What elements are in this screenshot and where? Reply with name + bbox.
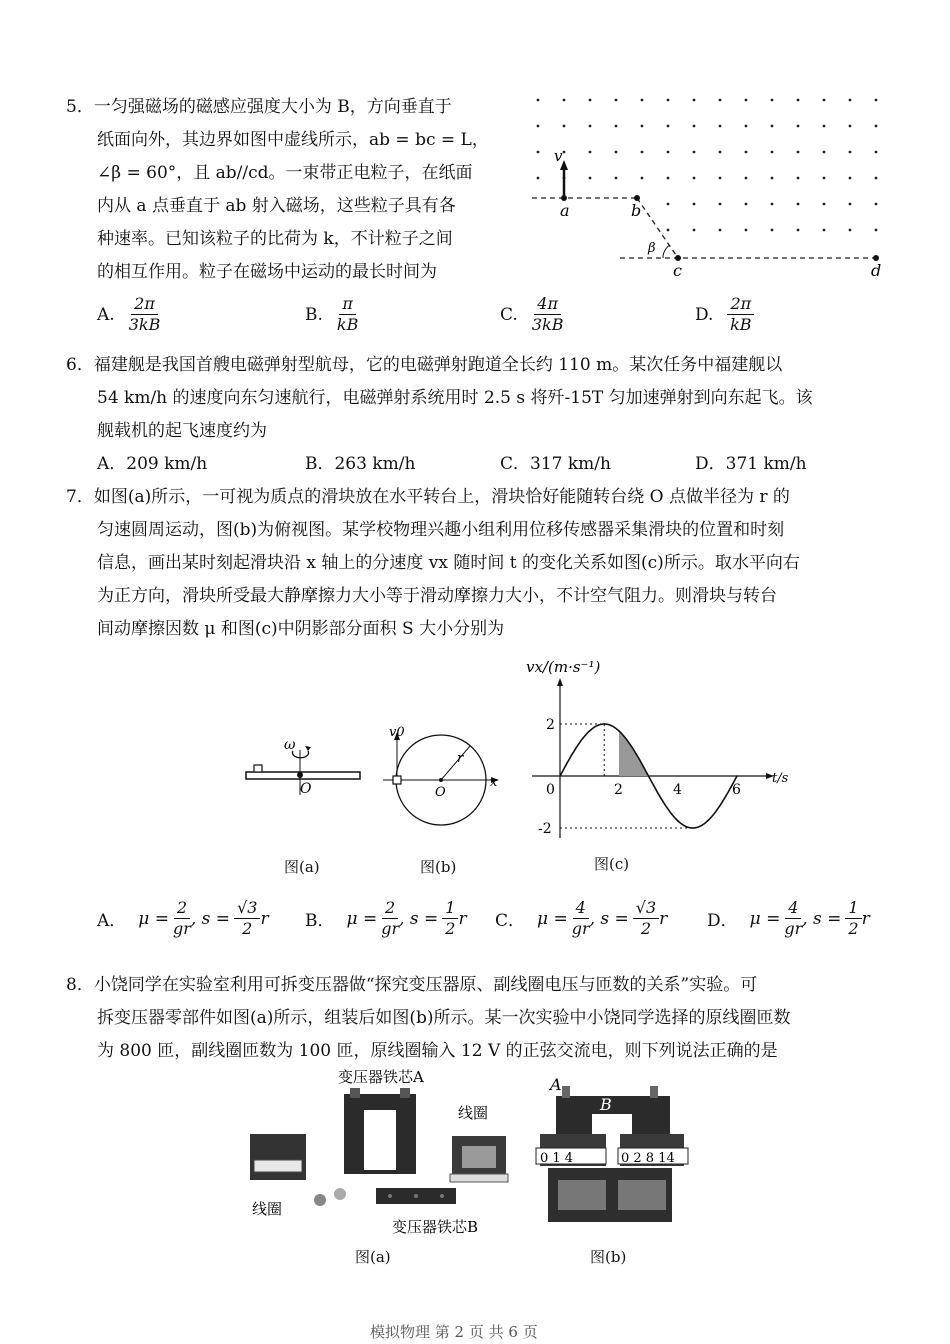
q7-figure-b <box>383 722 503 842</box>
field-dot <box>615 125 618 128</box>
chart-point <box>633 749 635 751</box>
label-o: O <box>300 781 312 797</box>
field-dot <box>537 151 540 154</box>
chart-ytick-label: -2 <box>538 821 552 837</box>
field-dot <box>589 99 592 102</box>
field-dot <box>719 177 722 180</box>
q5-line-4: 内从 a 点垂直于 ab 射入磁场，这些粒子具有各 <box>97 196 456 216</box>
chart-point <box>618 730 620 732</box>
field-dot <box>745 203 748 206</box>
q5-line-2: 纸面向外，其边界如图中虚线所示，ab = bc = L， <box>97 130 489 150</box>
field-dot <box>693 99 696 102</box>
field-dot <box>719 151 722 154</box>
field-dot <box>719 203 722 206</box>
field-dot <box>641 125 644 128</box>
q5-options <box>97 294 897 346</box>
field-dots <box>537 99 878 232</box>
field-dot <box>771 125 774 128</box>
chart-point <box>662 801 664 803</box>
field-dot <box>693 177 696 180</box>
field-dot <box>797 151 800 154</box>
field-dot <box>537 99 540 102</box>
chart-point <box>736 775 738 777</box>
q8-fig-a-caption: 图(a) <box>355 1248 391 1266</box>
chart-point <box>707 820 709 822</box>
q7-line-5: 间动摩擦因数 μ 和图(c)中阴影部分面积 S 大小分别为 <box>97 619 505 639</box>
field-dot <box>667 177 670 180</box>
field-dot <box>875 229 878 232</box>
field-dot <box>641 151 644 154</box>
field-dot <box>797 203 800 206</box>
q6-option-d[interactable]: D．371 km/h <box>695 454 807 474</box>
q8-fig-b-caption: 图(b) <box>590 1248 627 1266</box>
field-dot <box>849 125 852 128</box>
chart-xtick-label: 4 <box>673 782 682 798</box>
chart-ytick-label: 2 <box>546 717 555 733</box>
q6-line-3: 舰载机的起飞速度约为 <box>97 421 267 441</box>
chart-point <box>677 820 679 822</box>
scale-left: 0 1 4 <box>540 1151 574 1166</box>
q5-line-6: 的相互作用。粒子在磁场中运动的最长时间为 <box>97 262 437 282</box>
label-b: B <box>600 1095 612 1114</box>
q8-figure-b-photo <box>532 1076 692 1248</box>
field-dot <box>537 177 540 180</box>
field-dot <box>563 125 566 128</box>
label-r: r <box>457 751 464 766</box>
chart-point <box>574 749 576 751</box>
label-a: A <box>550 1076 562 1094</box>
q7-line-1: 7．如图(a)所示，一可视为质点的滑块放在水平转台上，滑块恰好能随转台绕 O 点做半径为 r 的 <box>66 487 790 507</box>
field-dot <box>563 99 566 102</box>
field-dot <box>823 125 826 128</box>
field-dot <box>615 99 618 102</box>
q7-option-c[interactable]: C． μ = $\frac{4}{gr}$ , s = $\frac{√3}{2}$ r <box>495 898 668 938</box>
q7-figure-a <box>240 735 370 805</box>
q5-option-b[interactable]: B. $\frac{\pi}{kB}$ <box>305 294 359 334</box>
field-dot <box>823 99 826 102</box>
field-dot <box>875 125 878 128</box>
field-dot <box>771 177 774 180</box>
field-dot <box>615 177 618 180</box>
q7-fig-c-caption: 图(c) <box>594 855 630 873</box>
field-dot <box>797 177 800 180</box>
q5-option-a[interactable]: A. $\frac{2\pi}{3kB}$ <box>97 294 161 334</box>
q8-line-1: 8．小饶同学在实验室利用可拆变压器做“探究变压器原、副线圈电压与匝数的关系”实验。可 <box>66 975 758 995</box>
field-dot <box>745 177 748 180</box>
field-dot <box>849 99 852 102</box>
label-d: d <box>871 261 882 280</box>
q5-line-1: 5．一匀强磁场的磁感应强度大小为 B，方向垂直于 <box>66 97 452 117</box>
label-coil-left: 线圈 <box>252 1200 283 1218</box>
field-dot <box>849 177 852 180</box>
label-b: b <box>631 201 642 220</box>
label-coil-right: 线圈 <box>458 1104 489 1122</box>
chart-xtick-label: 6 <box>732 782 741 798</box>
field-dot <box>771 203 774 206</box>
field-dot <box>823 229 826 232</box>
chart-xtick-label: 2 <box>614 782 623 798</box>
field-dot <box>563 151 566 154</box>
label-beta: β <box>648 241 656 256</box>
field-dot <box>589 151 592 154</box>
q7-line-3: 信息，画出某时刻起滑块沿 x 轴上的分速度 vx 随时间 t 的变化关系如图(c)所示。取水平向右 <box>97 553 800 573</box>
scale-right: 0 2 8 14 <box>621 1151 675 1166</box>
field-dot <box>641 99 644 102</box>
field-dot <box>667 99 670 102</box>
field-dot <box>745 125 748 128</box>
q7-figure-c-chart <box>522 650 807 850</box>
field-dot <box>849 229 852 232</box>
field-dot <box>745 99 748 102</box>
q7-line-4: 为正方向，滑块所受最大静摩擦力大小等于滑动摩擦力大小，不计空气阻力。则滑块与转台 <box>97 586 777 606</box>
q7-line-2: 匀速圆周运动，图(b)为俯视图。某学校物理兴趣小组利用位移传感器采集滑块的位置和时刻 <box>97 520 785 540</box>
field-dot <box>745 151 748 154</box>
field-dot <box>667 151 670 154</box>
q6-line-2: 54 km/h 的速度向东匀速航行，电磁弹射系统用时 2.5 s 将歼-15T 匀加速弹射到向东起飞。该 <box>97 388 813 408</box>
q7-option-a[interactable]: A． μ = $\frac{2}{gr}$ , s = $\frac{√3}{2}$ r <box>97 898 269 938</box>
field-dot <box>615 151 618 154</box>
label-v: v <box>554 147 563 165</box>
q8-line-3: 为 800 匝，副线圈匝数为 100 匝，原线圈输入 12 V 的正弦交流电，则下列说法正确的是 <box>97 1041 778 1061</box>
chart-point <box>589 730 591 732</box>
field-dot <box>771 99 774 102</box>
q5-line-3: ∠β = 60°，且 ab//cd。一束带正电粒子，在纸面 <box>97 163 473 183</box>
q5-option-d[interactable]: D. $\frac{2\pi}{kB}$ <box>695 294 754 335</box>
q5-magnetic-field-figure <box>520 88 900 288</box>
label-v0: v0 <box>389 725 405 740</box>
field-dot <box>797 99 800 102</box>
q7-option-b[interactable]: B． μ = $\frac{2}{gr}$ , s = $\frac{1}{2}$ r <box>305 898 467 938</box>
label-c: c <box>673 261 682 280</box>
chart-point <box>559 775 561 777</box>
field-dot <box>771 229 774 232</box>
label-a: a <box>560 201 570 220</box>
field-dot <box>849 151 852 154</box>
q8-figure-a-photo <box>240 1066 520 1242</box>
chart-xlabel: t/s <box>772 771 789 786</box>
q6-option-c[interactable]: C．317 km/h <box>500 454 611 474</box>
chart-xtick-label: 0 <box>546 782 555 798</box>
field-dot <box>719 229 722 232</box>
field-dot <box>823 177 826 180</box>
q6-line-1: 6．福建舰是我国首艘电磁弹射型航母，它的电磁弹射跑道全长约 110 m。某次任务中福建舰以 <box>66 355 783 375</box>
field-dot <box>875 99 878 102</box>
chart-ylabel: vx/(m·s⁻¹) <box>526 658 601 676</box>
field-dot <box>823 151 826 154</box>
field-dot <box>589 125 592 128</box>
q6-option-a[interactable]: A．209 km/h <box>97 454 208 474</box>
field-dot <box>719 125 722 128</box>
q7-option-d[interactable]: D． μ = $\frac{4}{gr}$ , s = $\frac{1}{2}$ r <box>707 898 870 938</box>
chart-point <box>648 775 650 777</box>
field-dot <box>797 125 800 128</box>
field-dot <box>667 203 670 206</box>
field-dot <box>745 229 748 232</box>
field-dot <box>849 203 852 206</box>
q6-option-b[interactable]: B．263 km/h <box>305 454 416 474</box>
label-omega: ω <box>284 737 296 753</box>
q7-options <box>97 898 897 950</box>
field-dot <box>875 177 878 180</box>
field-dot <box>667 229 670 232</box>
q8-line-2: 拆变压器零部件如图(a)所示，组装后如图(b)所示。某一次实验中小饶同学选择的原线圈匝数 <box>97 1008 791 1028</box>
field-dot <box>693 203 696 206</box>
label-core-a: 变压器铁芯A <box>338 1068 424 1086</box>
label-core-b: 变压器铁芯B <box>392 1218 479 1236</box>
field-dot <box>875 203 878 206</box>
field-dot <box>693 125 696 128</box>
q5-line-5: 种速率。已知该粒子的比荷为 k，不计粒子之间 <box>97 229 453 249</box>
q7-fig-b-caption: 图(b) <box>420 858 457 876</box>
field-dot <box>667 125 670 128</box>
field-dot <box>771 151 774 154</box>
field-dot <box>693 229 696 232</box>
q5-option-c[interactable]: C. $\frac{4\pi}{3kB}$ <box>500 294 564 334</box>
label-o: O <box>435 785 446 800</box>
chart-point <box>721 801 723 803</box>
field-dot <box>719 99 722 102</box>
q7-fig-a-caption: 图(a) <box>284 858 320 876</box>
field-dot <box>797 229 800 232</box>
field-dot <box>537 125 540 128</box>
page-footer: 模拟物理 第 2 页 共 6 页 <box>370 1323 538 1341</box>
field-dot <box>693 151 696 154</box>
chart-y-arrow <box>557 678 563 686</box>
label-x: x <box>490 775 498 790</box>
field-dot <box>589 177 592 180</box>
field-dot <box>641 177 644 180</box>
field-dot <box>875 151 878 154</box>
field-dot <box>823 203 826 206</box>
